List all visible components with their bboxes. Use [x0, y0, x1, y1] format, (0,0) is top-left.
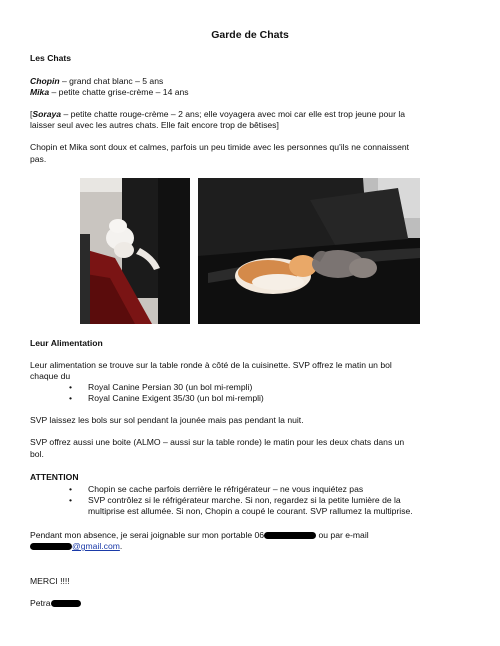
almo-line-2: bol.: [30, 449, 44, 459]
email-link[interactable]: @gmail.com: [72, 541, 120, 551]
cat-soraya-line-2: laisser seul avec les autres chats. Elle fait encore trop de bêtises]: [30, 120, 279, 130]
cats-heading: Les Chats: [30, 53, 72, 63]
cat-soraya-desc-1: – petite chatte rouge-crème – 2 ans; elle voyagera avec moi car elle est trop jeune pour la: [61, 109, 406, 119]
food-intro-line-2: chaque du: [30, 371, 71, 381]
cat-soraya-line-1: [30, 109, 405, 120]
attention-item: • SVP contrôlez si le réfrigérateur marche. Si non, regardez si la petite lumière de la: [88, 495, 401, 506]
cat-mika-name: Mika: [30, 87, 50, 97]
almo-line-1: SVP offrez aussi une boite (ALMO – aussi sur la table ronde) le matin pour les deux chats dans un: [30, 437, 405, 447]
temperament-line-2: pas.: [30, 154, 47, 164]
email-tail: .: [119, 541, 123, 551]
photo-cats-on-couch-image: [198, 178, 420, 324]
document-title: Garde de Chats: [211, 29, 289, 41]
bracket-open: [: [30, 109, 33, 119]
signature-line: [30, 598, 81, 609]
cat-chopin-desc: – grand chat blanc – 5 ans: [59, 76, 164, 86]
bowls-note: SVP laissez les bols sur sol pendant la jounée mais pas pendant la nuit.: [30, 415, 304, 425]
signature-name: Petra: [30, 598, 51, 608]
attention-item: • Chopin se cache parfois derrière le réfrigérateur – ne vous inquiétez pas: [88, 484, 363, 495]
contact-text-post: ou par e-mail: [316, 530, 369, 540]
food-item: • Royal Canine Exigent 35/30 (un bol mi-rempli): [88, 393, 264, 404]
redacted-email-user: [30, 543, 72, 550]
food-intro-line-1: Leur alimentation se trouve sur la table ronde à côté de la cuisinette. SVP offrez le matin un bol: [30, 360, 392, 370]
photo-white-cat: [80, 178, 190, 324]
photo-cats-on-couch: [198, 178, 420, 324]
redacted-surname: [51, 600, 81, 607]
photo-white-cat-image: [80, 178, 190, 324]
attention-heading: ATTENTION: [30, 472, 79, 482]
thanks-text: MERCI !!!!: [30, 576, 70, 586]
cat-chopin-line: [30, 76, 163, 87]
food-item: • Royal Canine Persian 30 (un bol mi-rempli): [88, 382, 252, 393]
contact-line-2: [30, 541, 122, 552]
redacted-phone: [264, 532, 316, 539]
contact-line-1: [30, 530, 369, 541]
cat-soraya-name: Soraya: [32, 109, 62, 119]
attention-item-continued: multiprise est allumée. Si non, Chopin a coupé le courant. SVP rallumez la multiprise.: [88, 506, 413, 516]
cat-mika-line: [30, 87, 189, 98]
contact-text-pre: Pendant mon absence, je serai joignable sur mon portable 06: [30, 530, 265, 540]
temperament-line-1: Chopin et Mika sont doux et calmes, parfois un peu timide avec les personnes qu'ils ne connaissent: [30, 142, 410, 152]
cat-chopin-name: Chopin: [30, 76, 60, 86]
food-heading: Leur Alimentation: [30, 338, 103, 348]
cat-mika-desc: – petite chatte grise-crème – 14 ans: [49, 87, 189, 97]
